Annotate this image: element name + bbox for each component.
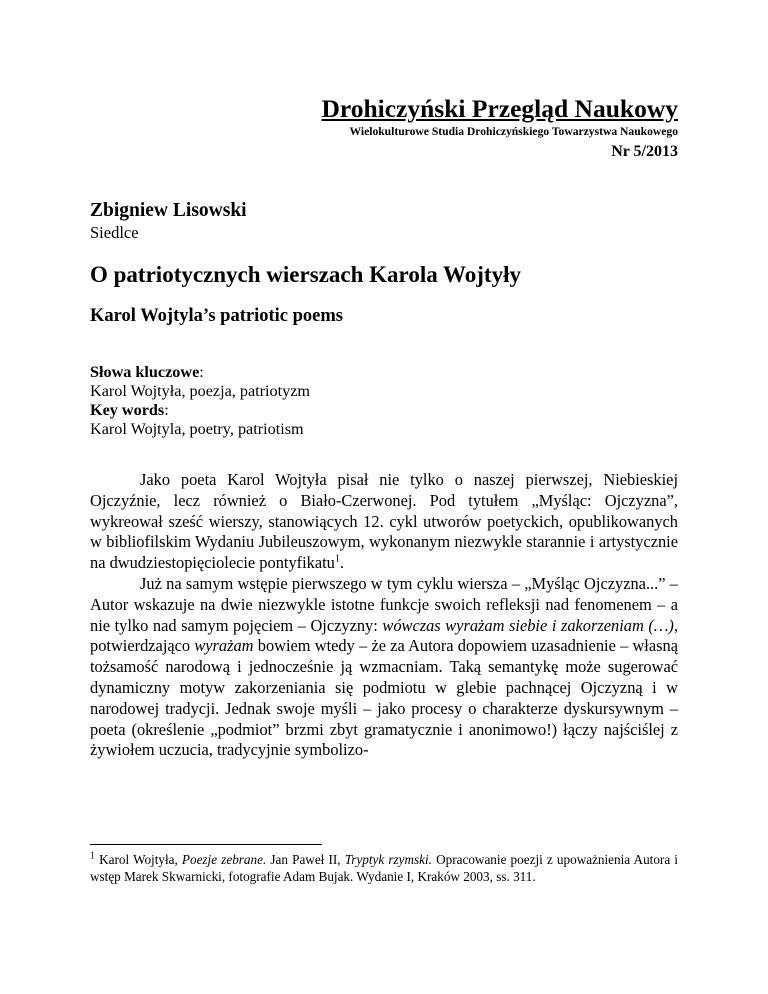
author-affiliation: Siedlce bbox=[90, 223, 139, 242]
footnote-reference: 1 bbox=[334, 553, 340, 565]
paragraph-2-part-a: Już na samym wstępie pierwszego w tym cyklu wiersza – „Myśląc Ojczyzna...” – Autor wskazuje na dwie niezwykle istotne funkcje swoich refleksji nad fenomenem – a nie tylko nad samym pojęciem – Ojczyzny: bbox=[90, 573, 678, 635]
paragraph-2-part-b: , potwierdzająco bbox=[90, 615, 678, 656]
footnote-italic-title-1: Poezje zebrane. bbox=[181, 852, 267, 867]
keywords-en-colon: : bbox=[164, 401, 169, 419]
article-title-en: Karol Wojtyla’s patriotic poems bbox=[90, 306, 343, 326]
keywords-en-label: Key words bbox=[90, 401, 165, 419]
paragraph-1-end: . bbox=[339, 553, 344, 573]
body-paragraph-2 bbox=[90, 574, 678, 761]
footnote bbox=[90, 851, 678, 885]
keywords-en-values: Karol Wojtyla, poetry, patriotism bbox=[90, 420, 304, 438]
journal-title: Drohiczyński Przegląd Naukowy bbox=[321, 94, 678, 123]
keywords-en-heading bbox=[90, 401, 169, 420]
keywords-pl-colon: : bbox=[199, 363, 204, 381]
journal-subtitle: Wielokulturowe Studia Drohiczyńskiego Towarzystwa Naukowego bbox=[349, 125, 678, 138]
keywords-pl-values: Karol Wojtyła, poezja, patriotyzm bbox=[90, 382, 311, 400]
footnote-part-b: Jan Paweł II, bbox=[266, 852, 345, 867]
footnote-part-a: Karol Wojtyła, bbox=[95, 852, 182, 867]
keywords-pl-label: Słowa kluczowe bbox=[90, 363, 200, 381]
paragraph-2-italic-word: wyrażam bbox=[194, 636, 254, 656]
paragraph-2-part-c: bowiem wtedy – że za Autora dopowiem uzasadnienie – własną tożsamość narodową i jednocześnie ją wzmacniam. Taką semantykę może sugerować dynamiczny motyw zakorzeniania się podmiotu w glebie pachnącej Ojczyzną i w narodowej tradycji. Jednak swoje myśli – jako procesy o charakterze dyskursywnym – poeta (określenie „podmiot” brzmi zbyt gramatycznie i anonimowo!) łączy najściślej z żywiołem uczucia, tradycyjnie symbolizo- bbox=[90, 636, 678, 760]
footnote-part-c: Opracowanie poezji z upoważnienia Autora i wstęp Marek Skwarnicki, fotografie Adam Bujak. Wydanie I, Kraków 2003, ss. 311. bbox=[90, 852, 678, 885]
paragraph-1-text: Jako poeta Karol Wojtyła pisał nie tylko o naszej pierwszej, Niebieskiej Ojczyźnie, lecz również o Biało-Czerwonej. Pod tytułem „Myśląc: Ojczyzna”, wykreował sześć wierszy, stanowiących 12. cykl utworów poetyckich, opublikowanych w bibliofilskim Wydaniu Jubileuszowym, wykonanym niezwykle starannie i artystycznie na dwudziestopięciolecie pontyfikatu bbox=[90, 470, 678, 573]
body-paragraph-1 bbox=[90, 470, 678, 574]
footnote-italic-title-2: Tryptyk rzymski. bbox=[344, 852, 432, 867]
issue-number: Nr 5/2013 bbox=[611, 143, 678, 160]
author-name: Zbigniew Lisowski bbox=[90, 200, 247, 221]
paragraph-2-quote: wówczas wyrażam siebie i zakorzeniam (…) bbox=[382, 615, 674, 635]
article-body bbox=[90, 470, 678, 761]
footnote-separator bbox=[90, 844, 322, 845]
footnote-number: 1 bbox=[90, 850, 95, 862]
keywords-pl-heading bbox=[90, 363, 204, 382]
article-title-pl: O patriotycznych wierszach Karola Wojtyły bbox=[90, 262, 521, 287]
